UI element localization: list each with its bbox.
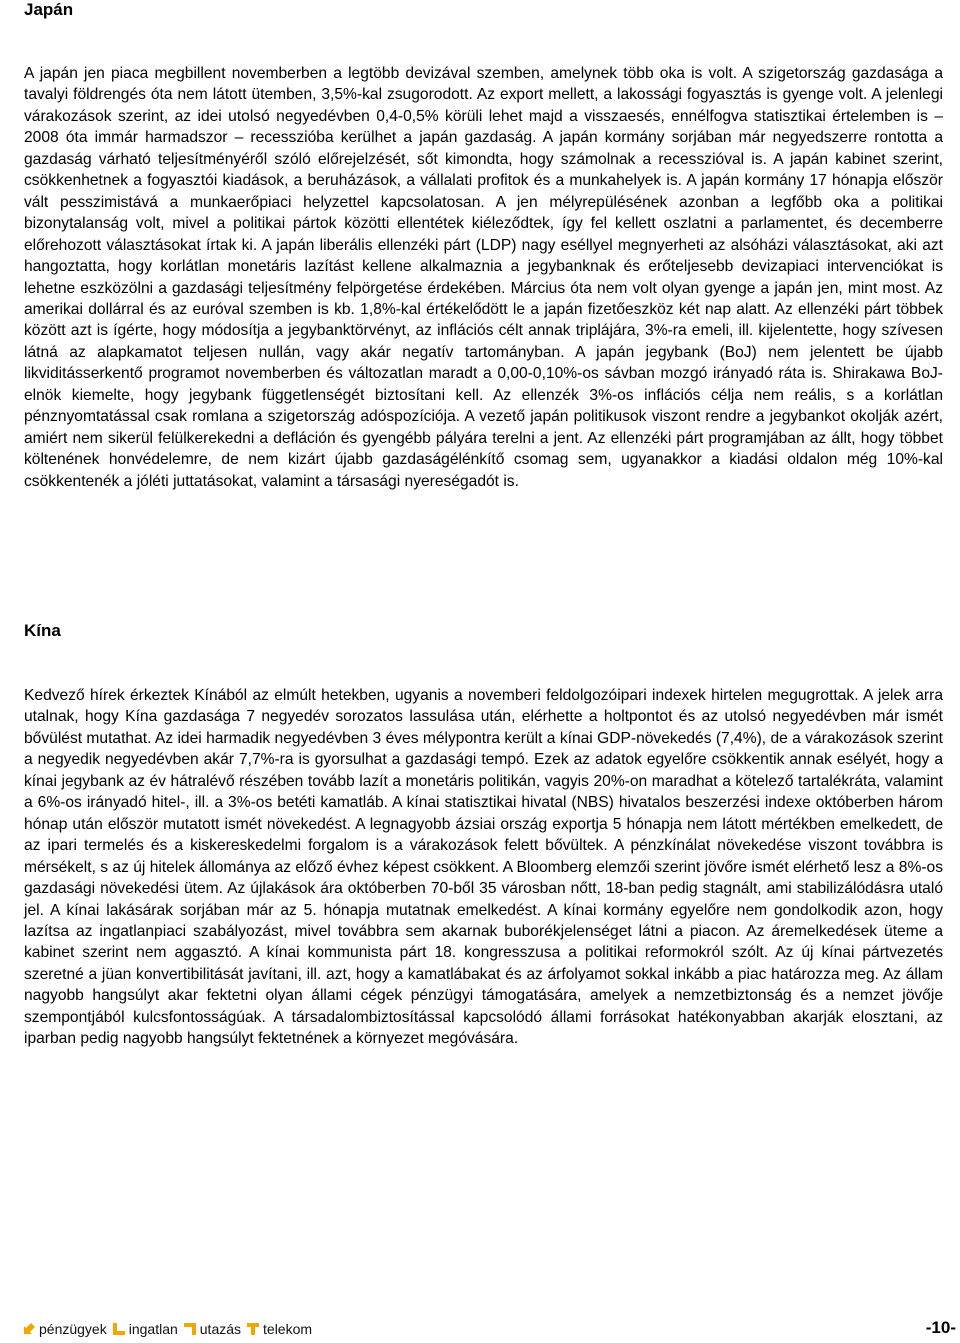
brand-label: telekom [263,1321,313,1337]
brand-label: ingatlan [128,1321,178,1337]
t-shape-icon [246,1322,260,1336]
brand-penzugyek [22,1319,107,1339]
l-shape-icon [112,1322,126,1336]
brand-telekom [246,1319,312,1339]
brand-utazas [183,1319,241,1339]
footer-brands [22,1319,317,1339]
brand-label: pénzügyek [39,1321,107,1337]
page-footer [0,1315,960,1343]
page-number: -10- [925,1318,956,1337]
section-body-japan: A japán jen piaca megbillent novemberben a legtöbb devizával szemben, amelynek több oka is volt. A szigetország gazdasága a tavalyi földrengés óta nem látott ütemben, 3,5%-kal zsugorodott. Az export mellett, a lakossági fogyasztás is gyenge volt. A jelenlegi várakozások szerint, az idei utolsó negyedévben 0,4-0,5% körüli lehet majd a visszaesés, ennélfogva statisztikai értelemben is – 2008 óta immár harmadszor – recesszióba kerülhet a japán gazdaság. A japán kormány sorjában már negyedszerre rontotta a gazdaság várható teljesítményéről szóló előrejelzését, sőt kimondta, hogy számolnak a recesszióval is. A japán kabinet szerint, csökkenhetnek a fogyasztói kiadások, a beruházások, a vállalati profitok és a munkahelyek is. A japán kormány 17 hónapja először vált pesszimistává a munkaerőpiaci helyzettel kapcsolatosan. A jen mélyrepülésének azonban a legfőbb oka a politikai bizonytalanság volt, mivel a politikai pártok közötti ellentétek kiéleződtek, így fel kellett oszlatni a parlamentet, és decemberre előrehozott választásokat írtak ki. A japán liberális ellenzéki párt (LDP) nagy eséllyel megnyerheti az alsóházi választásokat, aki azt hangoztatta, hogy korlátlan monetáris lazítást kellene alkalmaznia a jegybanknak és erőteljesebb devizapiaci intervenciókat is lehetne eszközölni a gazdasági teljesítmény felpörgetése érdekében. Március óta nem volt olyan gyenge a japán jen, mint most. Az amerikai dollárral és az euróval szemben is kb. 1,8%-kal értékelődött le a japán fizetőeszköz két nap alatt. Az ellenzéki párt többek között azt is ígérte, hogy módosítja a jegybanktörvényt, az inflációs célt annak triplájára, 3%-ra emeli, ill. kijelentette, hogy szívesen látná az alapkamatot teljesen nullán, vagy akár negatív tartományban. A japán jegybank (BoJ) nem jelentett be újabb likviditásserkentő programot novemberben és változatlan maradt a 0,00-0,10%-os sávban mozgó irányadó ráta is. Shirakawa BoJ-elnök kiemelte, hogy jegybank függetlenségét biztosítani kell. Az ellenzék 3%-os inflációs célja nem reális, s a korlátlan pénznyomtatással csak romlana a szigetország adóspozíciója. A vezető japán politikusok viszont rendre a jegybankot okolják azért, amiért nem sikerül felülkerekedni a defláción és gyengébb pályára terelni a jent. Az ellenzéki párt programjában az állt, hogy többet költenének honvédelemre, de nem kizárt újabb gazdaságélénkítő csomag sem, ugyanakkor a kiadási oldalon még 10%-kal csökkentenék a jóléti juttatásokat, valamint a társasági nyereségadót is. [24,65,943,490]
section-body-china: Kedvező hírek érkeztek Kínából az elmúlt hetekben, ugyanis a novemberi feldolgozóipari indexek hirtelen megugrottak. A jelek arra utalnak, hogy Kína gazdasága 7 negyedév sorozatos lassulása után, elérhette a holtpontot és az utolsó negyedévben már ismét bővülést mutathat. Az idei harmadik negyedévben 3 éves mélypontra került a kínai GDP-növekedés (7,4%), de a várakozások szerint a negyedik negyedévben akár 7,7%-ra is gyorsulhat a gazdasági tempó. Ezek az adatok egyelőre csökkentik annak esélyét, hogy a kínai jegybank az év hátralévő részében tovább lazít a monetáris politikán, vagyis 20%-on maradhat a kötelező tartalékráta, valamint a 6%-os irányadó hitel-, ill. a 3%-os betéti kamatláb. A kínai statisztikai hivatal (NBS) hivatalos beszerzési indexe októberben három hónap után először mutatott ismét növekedést. A legnagyobb ázsiai ország exportja 5 hónapja nem látott mértékben emelkedett, de az ipari termelés és a kiskereskedelmi forgalom is a várakozások felett bővültek. A pénzkínálat növekedése viszont továbbra is mérsékelt, s az új hitelek állománya az előző évhez képest csökkent. A Bloomberg elemzői szerint jövőre ismét elérhető lesz a 8%-os gazdasági növekedési ütem. Az újlakások ára októberben 70-ből 35 városban nőtt, 18-ban pedig stagnált, ami stabilizálódásra utaló jel. A kínai lakásárak sorjában már az 5. hónapja mutatnak emelkedést. A kínai kormány egyelőre nem gondolkodik azon, hogy lazítsa az ingatlanpiaci szabályozást, mivel továbbra sem akarnak buborékjelenséget látni a piacon. Az áremelkedések üteme a kabinet szerint nem aggasztó. A kínai kommunista párt 18. kongresszusa a politikai reformokról szólt. Az új kínai pártvezetés szeretné a jüan konvertibilitását javítani, ill. azt, hogy a kamatlábakat és az árfolyamot sokkal inkább a piac határozza meg. Az állam nagyobb hangsúlyt akar fektetni olyan állami cégek pénzügyi támogatására, amelyek a nemzetbiztonság és a nemzet jövője szempontjából kulcsfontosságúak. A társadalombiztosítással kapcsolódó állami forrásokat hatékonyabban akarják elosztani, az iparban pedig nagyobb hangsúlyt fektetnének a környezet megóvására. [24,687,943,1048]
corner-icon [183,1322,197,1336]
section-heading-japan: Japán [24,0,74,19]
brand-ingatlan [112,1319,178,1339]
brand-label: utazás [199,1321,242,1337]
arrow-up-right-icon [22,1322,36,1336]
section-heading-china: Kína [24,621,61,640]
